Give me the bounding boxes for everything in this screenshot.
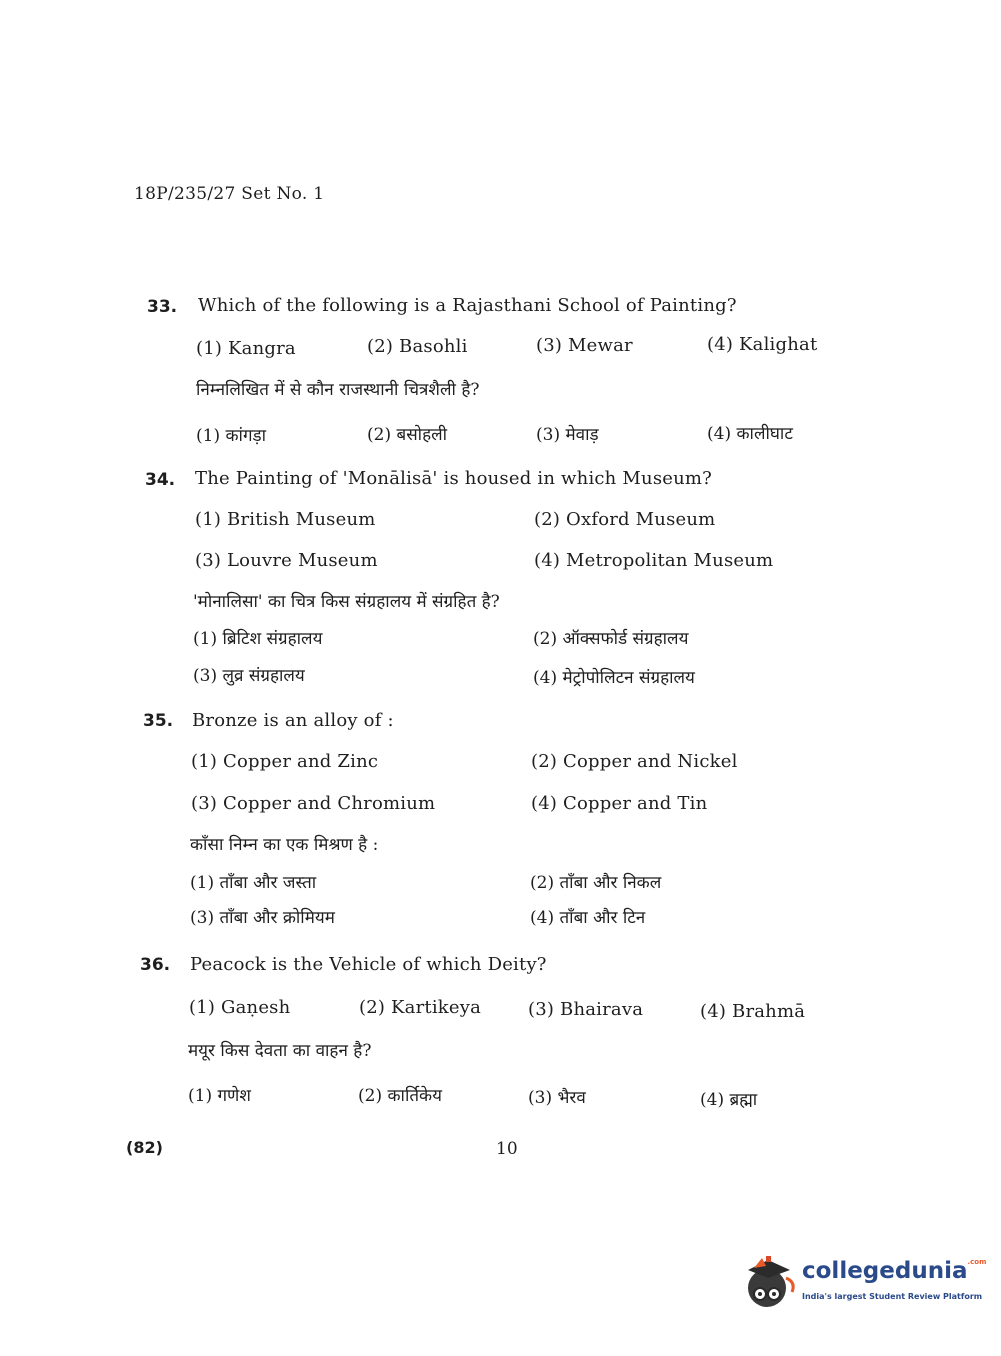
q34-option-1-en: (1) British Museum bbox=[195, 509, 376, 530]
collegedunia-logo bbox=[742, 1252, 987, 1314]
question-34-text-hi: 'मोनालिसा' का चित्र किस संग्रहालय में संग्रहित है? bbox=[193, 592, 500, 612]
q35-option-4-en: (4) Copper and Tin bbox=[531, 793, 708, 814]
paper-code: 18P/235/27 Set No. 1 bbox=[134, 184, 325, 204]
q36-option-1-hi: (1) गणेश bbox=[188, 1086, 251, 1106]
logo-brand-name: collegedunia$^{.com}$ bbox=[802, 1258, 987, 1284]
q33-option-1-hi: (1) कांगड़ा bbox=[196, 426, 267, 446]
q34-option-3-hi: (3) लुव्र संग्रहालय bbox=[193, 666, 305, 686]
q35-option-4-hi: (4) ताँबा और टिन bbox=[530, 908, 646, 928]
question-36-text-en: Peacock is the Vehicle of which Deity? bbox=[190, 954, 547, 975]
question-36-text-hi: मयूर किस देवता का वाहन है? bbox=[188, 1041, 372, 1061]
q36-option-1-en: (1) Gaṇesh bbox=[189, 997, 291, 1018]
q36-option-4-hi: (4) ब्रह्मा bbox=[700, 1090, 758, 1110]
q33-option-4-hi: (4) कालीघाट bbox=[707, 424, 793, 444]
question-34-number: 34. bbox=[145, 470, 176, 490]
question-36-number: 36. bbox=[140, 955, 171, 975]
footer-code: (82) bbox=[126, 1138, 163, 1157]
q34-option-4-hi: (4) मेट्रोपोलिटन संग्रहालय bbox=[533, 668, 695, 688]
q35-option-1-hi: (1) ताँबा और जस्ता bbox=[190, 873, 317, 893]
q36-option-4-en: (4) Brahmā bbox=[700, 1001, 806, 1022]
q36-option-3-hi: (3) भैरव bbox=[528, 1088, 586, 1108]
q33-option-2-en: (2) Basohli bbox=[367, 336, 468, 357]
q36-option-3-en: (3) Bhairava bbox=[528, 999, 644, 1020]
logo-domain-suffix: .com bbox=[967, 1258, 987, 1266]
q35-option-2-en: (2) Copper and Nickel bbox=[531, 751, 738, 772]
q33-option-2-hi: (2) बसोहली bbox=[367, 425, 448, 445]
q36-option-2-en: (2) Kartikeya bbox=[359, 997, 482, 1018]
q33-option-1-en: (1) Kangra bbox=[196, 338, 296, 359]
q35-option-3-hi: (3) ताँबा और क्रोमियम bbox=[190, 908, 335, 928]
q33-option-4-en: (4) Kalighat bbox=[707, 334, 818, 355]
q35-option-2-hi: (2) ताँबा और निकल bbox=[530, 873, 662, 893]
q34-option-2-en: (2) Oxford Museum bbox=[534, 509, 716, 530]
question-34-text-en: The Painting of 'Monālisā' is housed in which Museum? bbox=[195, 468, 713, 489]
q36-option-2-hi: (2) कार्तिकेय bbox=[358, 1086, 442, 1106]
q35-option-1-en: (1) Copper and Zinc bbox=[191, 751, 379, 772]
question-35-text-hi: काँसा निम्न का एक मिश्रण है : bbox=[190, 835, 379, 855]
q34-option-1-hi: (1) ब्रिटिश संग्रहालय bbox=[193, 629, 323, 649]
page-number: 10 bbox=[496, 1139, 518, 1159]
question-33-text-hi: निम्नलिखित में से कौन राजस्थानी चित्रशैली है? bbox=[196, 380, 480, 400]
question-33-number: 33. bbox=[147, 297, 178, 317]
q35-option-3-en: (3) Copper and Chromium bbox=[191, 793, 436, 814]
question-35-text-en: Bronze is an alloy of : bbox=[192, 710, 394, 731]
mascot-icon bbox=[742, 1252, 798, 1312]
q33-option-3-hi: (3) मेवाड़ bbox=[536, 425, 599, 445]
question-35-number: 35. bbox=[143, 711, 174, 731]
q34-option-3-en: (3) Louvre Museum bbox=[195, 550, 378, 571]
q33-option-3-en: (3) Mewar bbox=[536, 335, 633, 356]
q34-option-2-hi: (2) ऑक्सफोर्ड संग्रहालय bbox=[533, 629, 689, 649]
q34-option-4-en: (4) Metropolitan Museum bbox=[534, 550, 774, 571]
question-33-text-en: Which of the following is a Rajasthani School of Painting? bbox=[198, 295, 737, 316]
logo-tagline: India's largest Student Review Platform bbox=[802, 1292, 983, 1301]
